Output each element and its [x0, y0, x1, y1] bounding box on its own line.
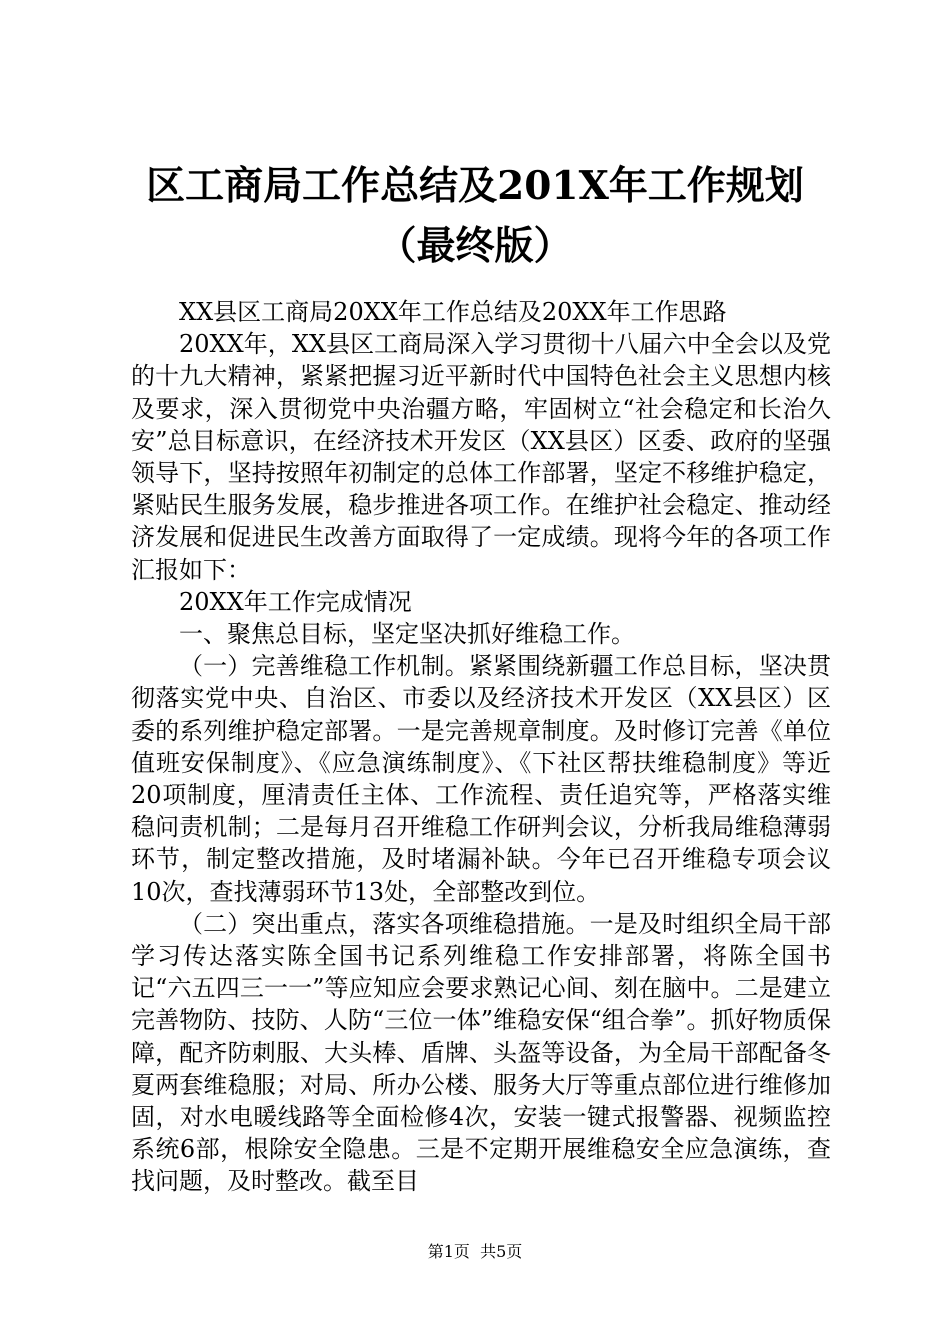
body-paragraph: （一）完善维稳工作机制。紧紧围绕新疆工作总目标，坚决贯彻落实党中央、自治区、市委以及经济技术开发区（XX县区）区委的系列维护稳定部署。一是完善规章制度。及时修订完善《单位值班安保制度》、《应急演练制度》、《下社区帮扶维稳制度》等近20项制度，厘清责任主体、工作流程、责任追究等，严格落实维稳问责机制；二是每月召开维稳工作研判会议，分析我局维稳薄弱环节，制定整改措施，及时堵漏补缺。今年已召开维稳专项会议10次，查找薄弱环节13处，全部整改到位。 — [131, 652, 831, 906]
page-number: 第1页 共5页 — [427, 1242, 523, 1261]
document-body — [131, 296, 831, 1198]
subtitle-paragraph: XX县区工商局20XX年工作总结及20XX年工作思路 — [179, 298, 727, 326]
section-heading: 一、聚焦总目标，坚定坚决抓好维稳工作。 — [179, 620, 635, 649]
document-title: 区工商局工作总结及201X年工作规划（最终版） — [146, 163, 804, 269]
intro-paragraph: 20XX年，XX县区工商局深入学习贯彻十八届六中全会以及党的十九大精神，紧紧把握习近平新时代中国特色社会主义思想内核及要求，深入贯彻党中央治疆方略，牢固树立“社会稳定和长治久安”总目标意识，在经济技术开发区（XX县区）区委、政府的坚强领导下，坚持按照年初制定的总体工作部署，坚定不移维护稳定，紧贴民生服务发展，稳步推进各项工作。在维护社会稳定、推动经济发展和促进民生改善方面取得了一定成绩。现将今年的各项工作汇报如下： — [131, 330, 831, 584]
page-footer — [0, 1242, 950, 1262]
section-heading: 20XX年工作完成情况 — [179, 587, 412, 616]
body-paragraph: （二）突出重点，落实各项维稳措施。一是及时组织全局干部学习传达落实陈全国书记系列维稳工作安排部署，将陈全国书记“六五四三一一”等应知应会要求熟记心间、刻在脑中。二是建立完善物防、技防、人防“三位一体”维稳安保“组合拳”。抓好物质保障，配齐防刺服、大头棒、盾牌、头盔等设备，为全局干部配备冬夏两套维稳服；对局、所办公楼、服务大厅等重点部位进行维修加固，对水电暖线路等全面检修4次，安装一键式报警器、视频监控系统6部，根除安全隐患。三是不定期开展维稳安全应急演练，查找问题，及时整改。截至目 — [131, 909, 831, 1196]
